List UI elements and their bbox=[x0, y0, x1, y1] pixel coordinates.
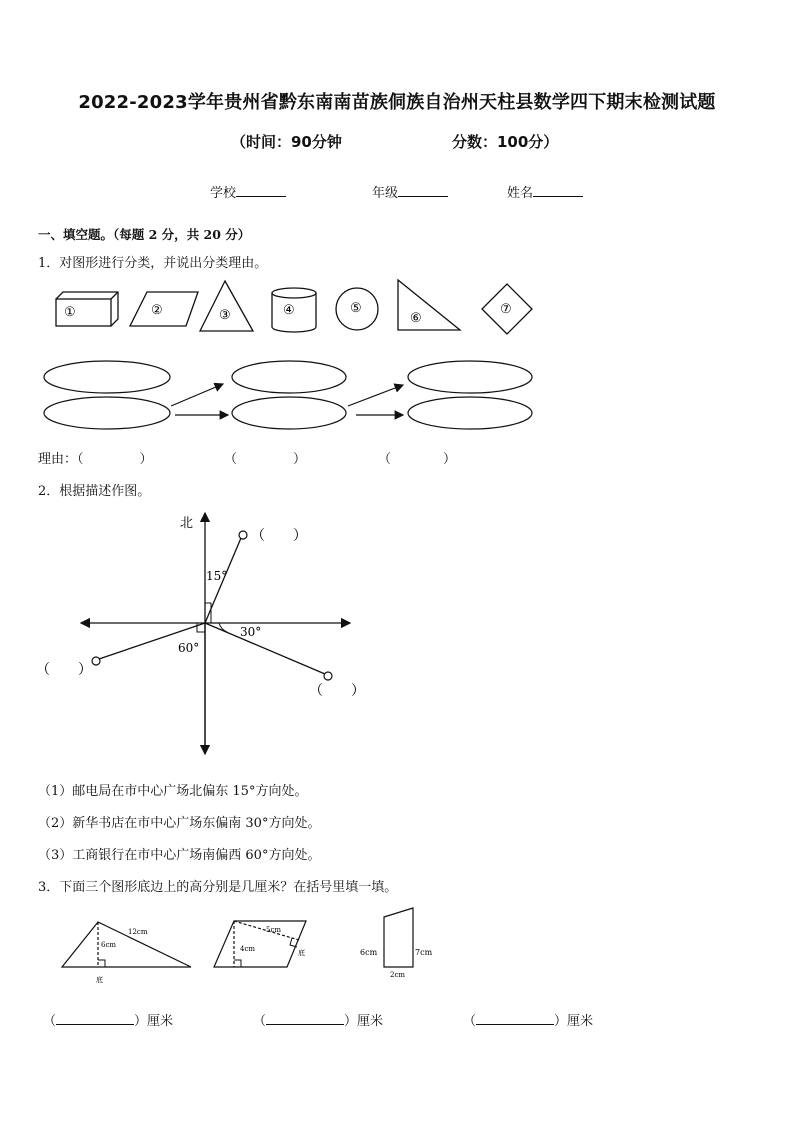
point-bookstore bbox=[324, 672, 332, 680]
reason-close-3: ） bbox=[443, 452, 457, 467]
shape-label-6: ⑥ bbox=[410, 311, 422, 326]
q3-answer-1[interactable] bbox=[43, 1010, 173, 1029]
q3-answer-open-3: （ bbox=[463, 1014, 477, 1029]
trapezoid-left-label: 6cm bbox=[360, 948, 378, 957]
shape-label-2: ② bbox=[151, 303, 163, 318]
q2-item-2: （2）新华书店在市中心广场东偏南 30°方向处。 bbox=[38, 816, 321, 831]
north-label: 北 bbox=[180, 516, 194, 531]
parallelogram-base-label: 底 bbox=[298, 949, 305, 957]
shape-label-5: ⑤ bbox=[350, 301, 362, 316]
answer-ellipse-right-bottom[interactable] bbox=[408, 397, 532, 429]
reason-row-1[interactable] bbox=[38, 448, 153, 467]
shape-label-4: ④ bbox=[283, 303, 295, 318]
q3-answer-blank-1[interactable] bbox=[56, 1012, 134, 1025]
exam-time: （时间：90分钟 bbox=[231, 133, 342, 151]
exam-score: 分数：100分） bbox=[452, 133, 559, 151]
shape-label-3: ③ bbox=[219, 308, 231, 323]
trapezoid-figure bbox=[384, 908, 413, 967]
q3-answer-open-1: （ bbox=[43, 1014, 57, 1029]
reason-open-2: （ bbox=[224, 452, 238, 467]
triangle-figure bbox=[62, 922, 191, 967]
answer-ellipse-middle-top[interactable] bbox=[232, 361, 346, 393]
q2-text: 2．根据描述作图。 bbox=[38, 484, 151, 499]
trapezoid-right-label: 7cm bbox=[415, 948, 433, 957]
point-post-office bbox=[239, 531, 247, 539]
angle-60-label: 60° bbox=[178, 641, 200, 655]
triangle-height-label: 6cm bbox=[101, 941, 117, 949]
triangle-base-label: 底 bbox=[96, 976, 103, 984]
triangle-shape bbox=[200, 281, 253, 331]
triangle-side-label: 12cm bbox=[128, 928, 148, 936]
q1-text: 1．对图形进行分类，并说出分类理由。 bbox=[38, 256, 268, 271]
trapezoid-bottom-label: 2cm bbox=[390, 971, 406, 979]
q2-item-3: （3）工商银行在市中心广场南偏西 60°方向处。 bbox=[38, 848, 321, 863]
answer-paren-bank[interactable]: （ ） bbox=[36, 662, 92, 678]
q3-answer-3[interactable] bbox=[463, 1010, 593, 1029]
shape-label-7: ⑦ bbox=[500, 302, 512, 317]
arrow-up-1 bbox=[171, 384, 223, 406]
right-triangle-shape bbox=[398, 280, 460, 330]
q2-item-1: （1）邮电局在市中心广场北偏东 15°方向处。 bbox=[38, 784, 308, 799]
parallelogram-figure bbox=[214, 921, 306, 967]
point-bank bbox=[92, 657, 100, 665]
parallelogram-side-label: 5cm bbox=[266, 926, 282, 934]
q3-answer-blank-3[interactable] bbox=[476, 1012, 554, 1025]
parallelogram-height-label: 4cm bbox=[240, 945, 256, 953]
q3-answer-open-2: （ bbox=[253, 1014, 267, 1029]
angle-30-label: 30° bbox=[240, 625, 262, 639]
answer-ellipse-right-top[interactable] bbox=[408, 361, 532, 393]
reason-row-3[interactable] bbox=[378, 448, 456, 467]
reason-close-1: ） bbox=[139, 452, 153, 467]
answer-ellipse-left-top[interactable] bbox=[44, 361, 170, 393]
grade-label: 年级 bbox=[372, 186, 399, 201]
page-title: 2022-2023学年贵州省黔东南南苗族侗族自治州天柱县数学四下期末检测试题 bbox=[78, 92, 716, 113]
q3-text: 3．下面三个图形底边上的高分别是几厘米？在括号里填一填。 bbox=[38, 880, 398, 895]
parallelogram-shape bbox=[130, 292, 198, 326]
q3-answer-close-1: ）厘米 bbox=[134, 1014, 174, 1029]
q3-answer-close-2: ）厘米 bbox=[344, 1014, 384, 1029]
school-label: 学校 bbox=[210, 186, 237, 201]
section-heading: 一、填空题。（每题 2 分，共 20 分） bbox=[38, 227, 251, 242]
name-label: 姓名 bbox=[507, 186, 534, 201]
reason-close-2: ） bbox=[293, 452, 307, 467]
compass-diagram bbox=[81, 513, 350, 754]
answer-ellipse-left-bottom[interactable] bbox=[44, 397, 170, 429]
reason-open-3: （ bbox=[378, 452, 392, 467]
shape-label-1: ① bbox=[64, 305, 76, 320]
answer-paren-bookstore[interactable]: （ ） bbox=[309, 683, 365, 699]
q3-answer-2[interactable] bbox=[253, 1010, 383, 1029]
answer-ellipse-middle-bottom[interactable] bbox=[232, 397, 346, 429]
answer-paren-post-office[interactable]: （ ） bbox=[251, 528, 307, 544]
angle-15-label: 15° bbox=[206, 569, 228, 583]
reason-row-2[interactable] bbox=[224, 448, 306, 467]
arrow-up-2 bbox=[348, 385, 403, 406]
q3-answer-blank-2[interactable] bbox=[266, 1012, 344, 1025]
reason-label: 理由：（ bbox=[38, 452, 84, 467]
ray-30-deg bbox=[205, 623, 325, 674]
q3-answer-close-3: ）厘米 bbox=[554, 1014, 594, 1029]
